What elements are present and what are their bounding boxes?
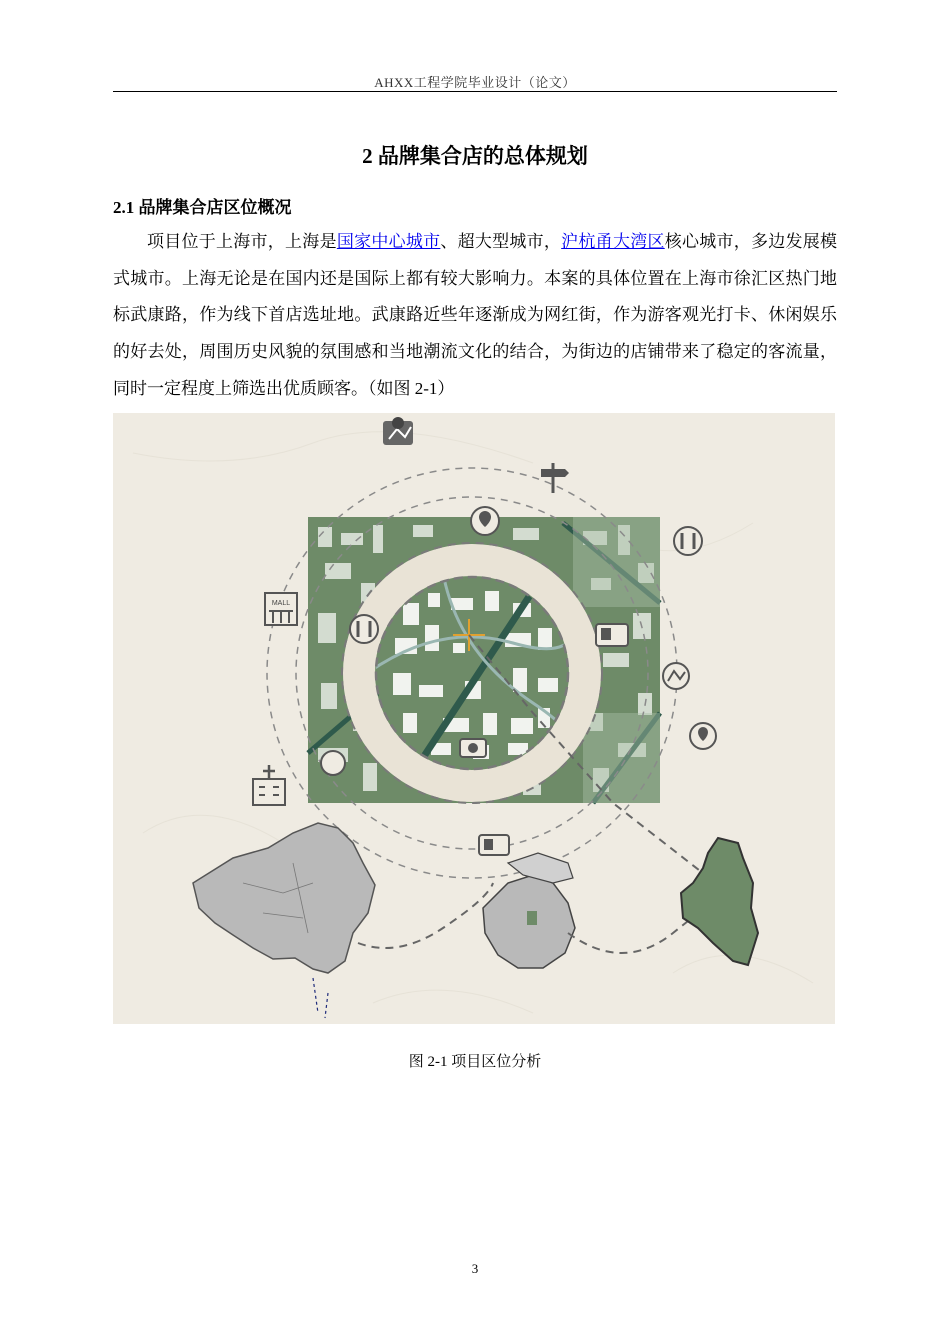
body-paragraph: [113, 224, 837, 408]
id-card-icon: [596, 624, 628, 646]
restaurant-icon-inner: [350, 615, 378, 643]
pin-icon-lower: [321, 751, 345, 775]
mall-sign-text: MALL: [271, 600, 291, 607]
link-bay-area[interactable]: 沪杭甬大湾区: [561, 232, 665, 251]
location-pin-icon: [471, 507, 499, 535]
location-analysis-figure: [113, 413, 835, 1024]
link-national-central-city[interactable]: 国家中心城市: [336, 232, 441, 251]
location-map-illustration: [113, 413, 835, 1024]
paragraph-text-2: 、超大型城市，: [440, 232, 562, 251]
mall-icon: [265, 593, 297, 625]
page-number: 3: [471, 1261, 479, 1276]
camera-icon: [460, 739, 486, 757]
paragraph-text-1: 项目位于上海市，上海是: [147, 232, 337, 251]
paragraph-text-3: 核心城市，多边发展模式城市。上海无论是在国内还是国际上都有较大影响力。本案的具体位置在上海市徐汇区热门地标武康路，作为线下首店选址地。武康路近些年逐渐成为网红街，作为游客观光打卡、休闲娱乐的好去处，周围历史风貌的氛围感和当地潮流文化的结合，为街边的店铺带来了稳定的客流量，同时一定程度上筛选出优质顾客。（如图 2-1）: [113, 232, 838, 398]
chapter-title: 2 品牌集合店的总体规划: [362, 144, 588, 168]
header-rule: [113, 91, 837, 92]
section-heading: 2.1 品牌集合店区位概况: [113, 198, 292, 217]
map-icon: [663, 663, 689, 689]
location-pin-icon-right: [690, 723, 716, 749]
map-pin-icon: [383, 417, 413, 445]
restaurant-icon: [674, 527, 702, 555]
figure-caption: 图 2-1 项目区位分析: [408, 1054, 542, 1070]
page-header: AHXX工程学院毕业设计（论文）: [374, 75, 576, 90]
id-card-icon-bottom: [479, 835, 509, 855]
